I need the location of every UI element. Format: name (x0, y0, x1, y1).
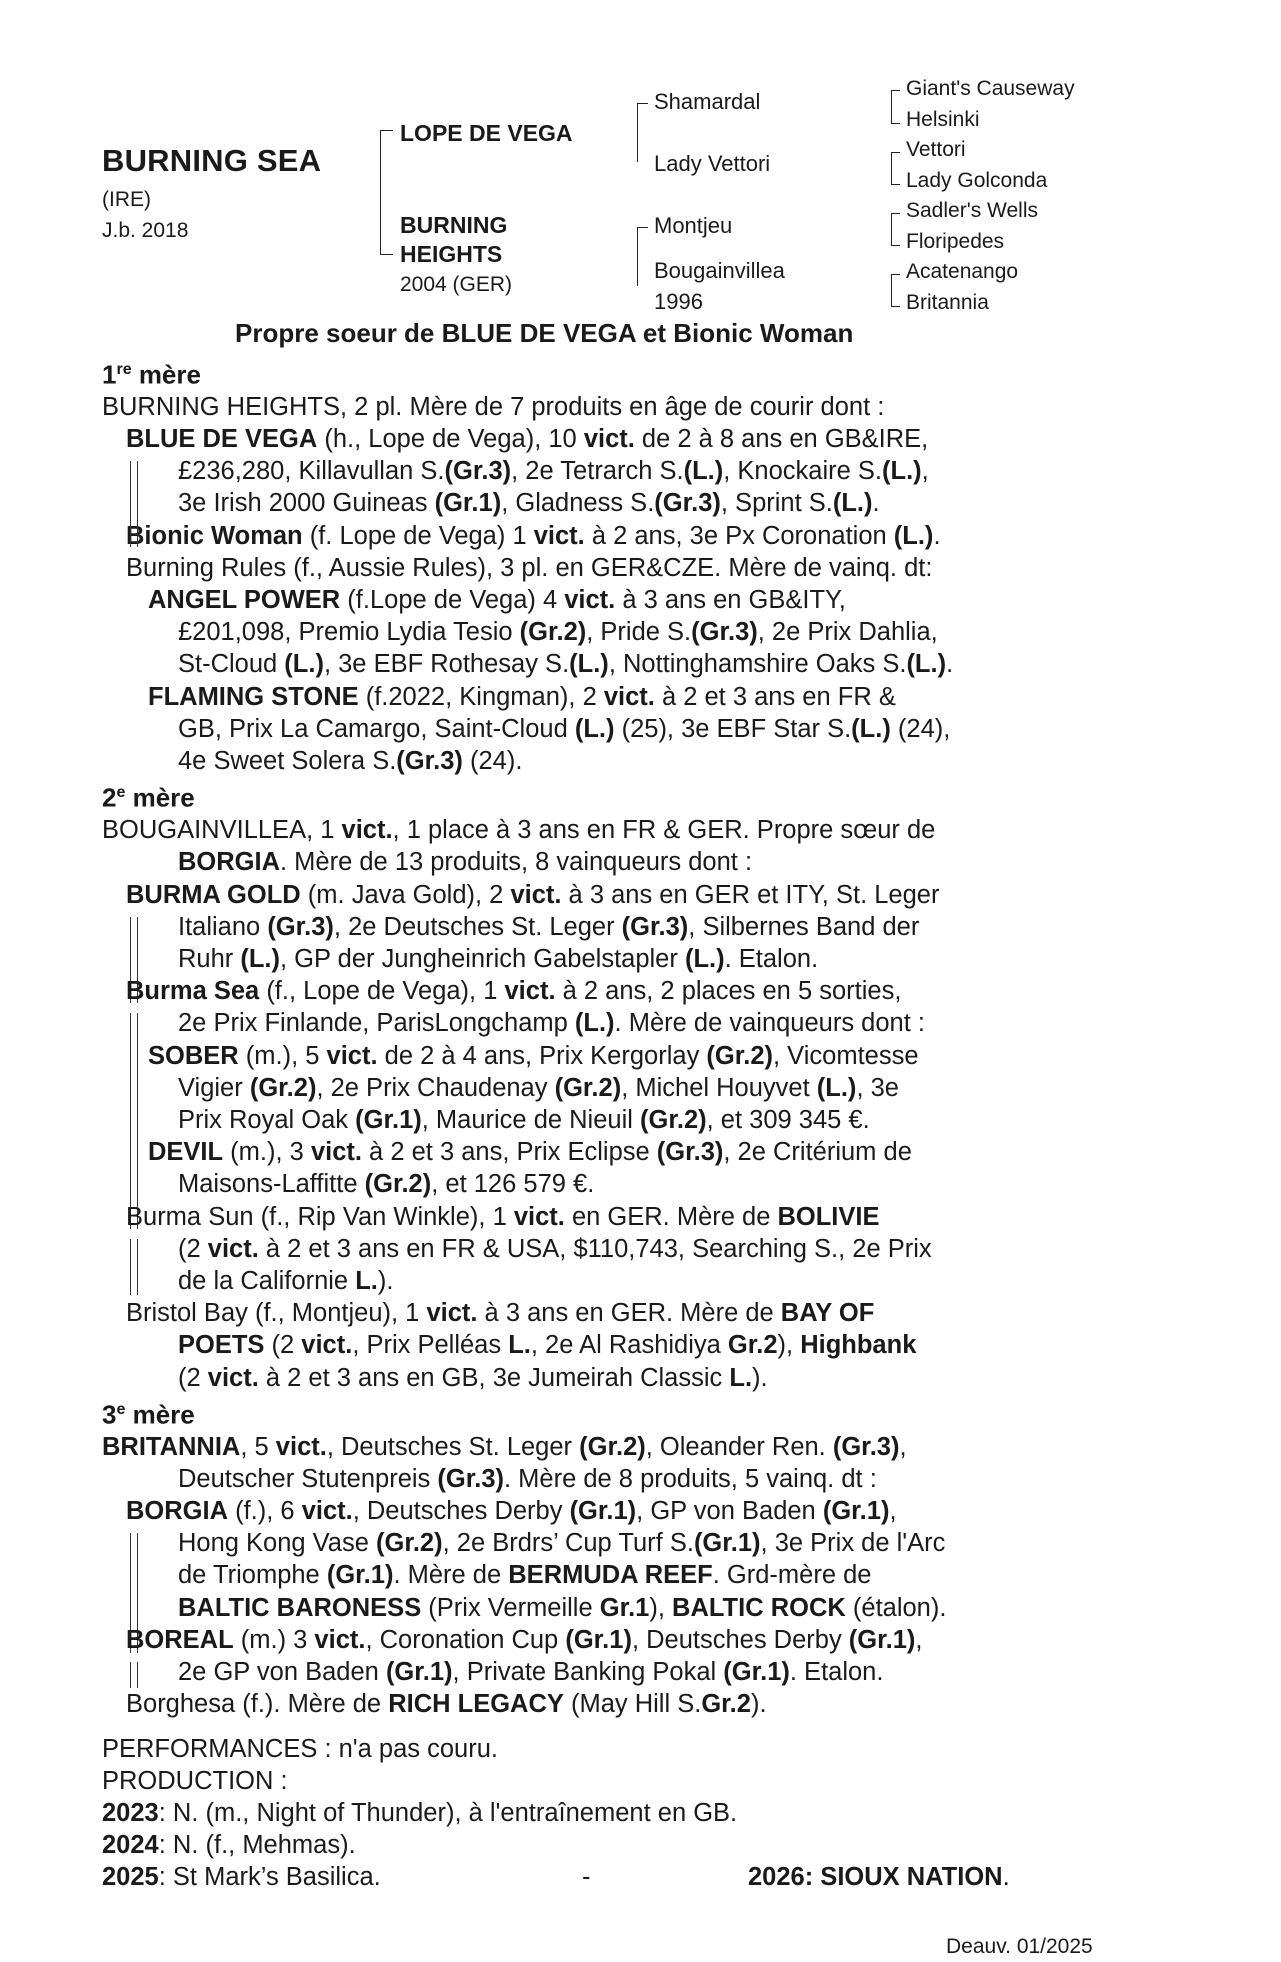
produce-blue-de-vega (102, 423, 1122, 520)
text-line: FLAMING STONE (f.2022, Kingman), 2 vict. à 2 et 3 ans en FR & (148, 682, 896, 711)
text-line: 3e Irish 2000 Guineas (Gr.1), Gladness S.(Gr.3), Sprint S.(L.). (178, 489, 880, 518)
text-line: BOREAL (m.) 3 vict., Coronation Cup (Gr.1), Deutsches Derby (Gr.1), (126, 1625, 923, 1654)
text-line: Burma Sun (f., Rip Van Winkle), 1 vict. en GER. Mère de BOLIVIE (126, 1202, 880, 1231)
production-label: PRODUCTION : (102, 1766, 288, 1795)
horse-name: BURNING SEA (102, 143, 322, 178)
produce-bristol-bay (102, 1297, 1122, 1394)
text-line: 2e GP von Baden (Gr.1), Private Banking Pokal (Gr.1). Etalon. (178, 1658, 884, 1687)
pedigree-bracket-g3-1 (891, 90, 900, 124)
subtitle: Propre soeur de BLUE DE VEGA et Bionic Woman (235, 318, 854, 348)
text-line: BALTIC BARONESS (Prix Vermeille Gr.1), BALTIC ROCK (étalon). (178, 1593, 947, 1622)
produce-bionic-woman: Bionic Woman (f. Lope de Vega) 1 vict. à 2 ans, 3e Px Coronation (L.). (126, 521, 941, 550)
produce-burning-rules: Burning Rules (f., Aussie Rules), 3 pl. en GER&CZE. Mère de vainq. dt: (126, 553, 933, 582)
text-line: GB, Prix La Camargo, Saint-Cloud (L.) (25), 3e EBF Star S.(L.) (24), (178, 714, 951, 743)
text-line: Vigier (Gr.2), 2e Prix Chaudenay (Gr.2), Michel Houyvet (L.), 3e (178, 1073, 899, 1102)
text-line: BORGIA. Mère de 13 produits, 8 vainqueurs dont : (178, 848, 753, 877)
text-line: £236,280, Killavullan S.(Gr.3), 2e Tetrarch S.(L.), Knockaire S.(L.), (178, 457, 929, 486)
performances: PERFORMANCES : n'a pas couru. (102, 1734, 498, 1763)
dam-year: 2004 (GER) (400, 273, 513, 296)
text-line: (2 vict. à 2 et 3 ans en FR & USA, $110,743, Searching S., 2e Prix (178, 1234, 932, 1263)
text-line: Bristol Bay (f., Montjeu), 1 vict. à 3 ans en GER. Mère de BAY OF (126, 1299, 875, 1328)
footer-reference: Deauv. 01/2025 (946, 1935, 1093, 1958)
pedigree-bracket-sire (637, 103, 648, 162)
continuation-bar (130, 461, 138, 547)
text-line: 4e Sweet Solera S.(Gr.3) (24). (178, 747, 523, 776)
text-line: St-Cloud (L.), 3e EBF Rothesay S.(L.), Nottinghamshire Oaks S.(L.). (178, 650, 954, 679)
g3-ancestor: Giant's Causeway (906, 77, 1075, 100)
text-line: Maisons-Laffitte (Gr.2), et 126 579 €. (178, 1170, 595, 1199)
produce-burma-sun (102, 1201, 1122, 1298)
text-line: POETS (2 vict., Prix Pelléas L., 2e Al Rashidiya Gr.2), Highbank (178, 1331, 917, 1360)
dam-dam-year: 1996 (654, 289, 703, 314)
produce-borghesa: Borghesa (f.). Mère de RICH LEGACY (May Hill S.Gr.2). (126, 1690, 767, 1719)
text-line: BORGIA (f.), 6 vict., Deutsches Derby (Gr.1), GP von Baden (Gr.1), (126, 1497, 897, 1526)
third-dam-heading: 3e mère (102, 1399, 195, 1430)
continuation-bar (130, 1662, 138, 1688)
pedigree-bracket-g3-4 (891, 274, 900, 307)
continuation-bar (130, 1239, 138, 1295)
produce-burma-gold (102, 879, 1122, 976)
g3-ancestor: Lady Golconda (906, 169, 1048, 192)
continuation-bar (130, 1013, 138, 1229)
produce-burma-sea (102, 975, 1122, 1200)
text-line: Hong Kong Vase (Gr.2), 2e Brdrs’ Cup Turf S.(Gr.1), 3e Prix de l'Arc (178, 1529, 946, 1558)
pedigree-bracket-main (380, 130, 393, 255)
first-dam-heading: 1re mère (102, 359, 201, 390)
dam-sire: Montjeu (654, 213, 733, 238)
text-line: BOUGAINVILLEA, 1 vict., 1 place à 3 ans en FR & GER. Propre sœur de (102, 816, 936, 845)
cover-2026: 2026: SIOUX NATION. (748, 1863, 1010, 1892)
production-2024: 2024: N. (f., Mehmas). (102, 1831, 356, 1860)
text-line: ANGEL POWER (f.Lope de Vega) 4 vict. à 3 ans en GB&ITY, (148, 586, 846, 615)
dam-dam: Bougainvillea (654, 258, 785, 283)
text-line: de la Californie L.). (178, 1267, 394, 1295)
text-line: de Triomphe (Gr.1). Mère de BERMUDA REEF. Grd-mère de (178, 1561, 872, 1590)
text-line: BLUE DE VEGA (h., Lope de Vega), 10 vict. de 2 à 8 ans en GB&IRE, (126, 425, 929, 454)
text-line: Prix Royal Oak (Gr.1), Maurice de Nieuil (Gr.2), et 309 345 €. (178, 1105, 870, 1134)
text-line: Italiano (Gr.3), 2e Deutsches St. Leger (Gr.3), Silbernes Band der (178, 912, 920, 941)
first-dam-intro: BURNING HEIGHTS, 2 pl. Mère de 7 produits en âge de courir dont : (102, 392, 885, 421)
g3-ancestor: Floripedes (906, 230, 1005, 253)
second-dam-heading: 2e mère (102, 782, 195, 813)
g3-ancestor: Sadler's Wells (906, 199, 1038, 222)
catalogue-text (102, 354, 1122, 1894)
production-2025: 2025: St Mark’s Basilica. - 2026: SIOUX NATION. (102, 1861, 1122, 1893)
production-2023: 2023: N. (m., Night of Thunder), à l'entraînement en GB. (102, 1798, 738, 1827)
text-line: BURMA GOLD (m. Java Gold), 2 vict. à 3 ans en GER et ITY, St. Leger (126, 880, 940, 909)
horse-birth: J.b. 2018 (102, 219, 189, 242)
text-line: DEVIL (m.), 3 vict. à 2 et 3 ans, Prix Eclipse (Gr.3), 2e Critérium de (148, 1138, 912, 1167)
text-line: 2e Prix Finlande, ParisLongchamp (L.). Mère de vainqueurs dont : (178, 1009, 925, 1038)
produce-borgia (102, 1495, 1122, 1624)
pedigree-bracket-g3-3 (891, 213, 900, 246)
sire-name: LOPE DE VEGA (400, 120, 573, 146)
g3-ancestor: Helsinki (906, 108, 980, 131)
g3-ancestor: Britannia (906, 291, 989, 314)
g3-ancestor: Acatenango (906, 260, 1019, 283)
dam-name-line2: HEIGHTS (400, 241, 503, 267)
dam-name-line1: BURNING (400, 212, 508, 238)
text-line: (2 vict. à 2 et 3 ans en GB, 3e Jumeirah Classic L.). (178, 1363, 768, 1392)
sire-dam: Lady Vettori (654, 151, 771, 176)
g3-ancestor: Vettori (906, 138, 966, 161)
sire-sire: Shamardal (654, 89, 761, 114)
produce-boreal (102, 1624, 1122, 1688)
horse-origin: (IRE) (102, 188, 151, 211)
pedigree-bracket-dam (637, 227, 648, 286)
text-line: £201,098, Premio Lydia Tesio (Gr.2), Pride S.(Gr.3), 2e Prix Dahlia, (178, 618, 938, 647)
text-line: Ruhr (L.), GP der Jungheinrich Gabelstapler (L.). Etalon. (178, 944, 819, 973)
pedigree-bracket-g3-2 (891, 152, 900, 185)
text-line: BRITANNIA, 5 vict., Deutsches St. Leger (Gr.2), Oleander Ren. (Gr.3), (102, 1432, 907, 1461)
text-line: SOBER (m.), 5 vict. de 2 à 4 ans, Prix Kergorlay (Gr.2), Vicomtesse (148, 1041, 919, 1070)
separator-dash: - (582, 1863, 591, 1892)
text-line: Deutscher Stutenpreis (Gr.3). Mère de 8 produits, 5 vainq. dt : (178, 1464, 877, 1493)
text-line: Burma Sea (f., Lope de Vega), 1 vict. à 2 ans, 2 places en 5 sorties, (126, 977, 902, 1006)
